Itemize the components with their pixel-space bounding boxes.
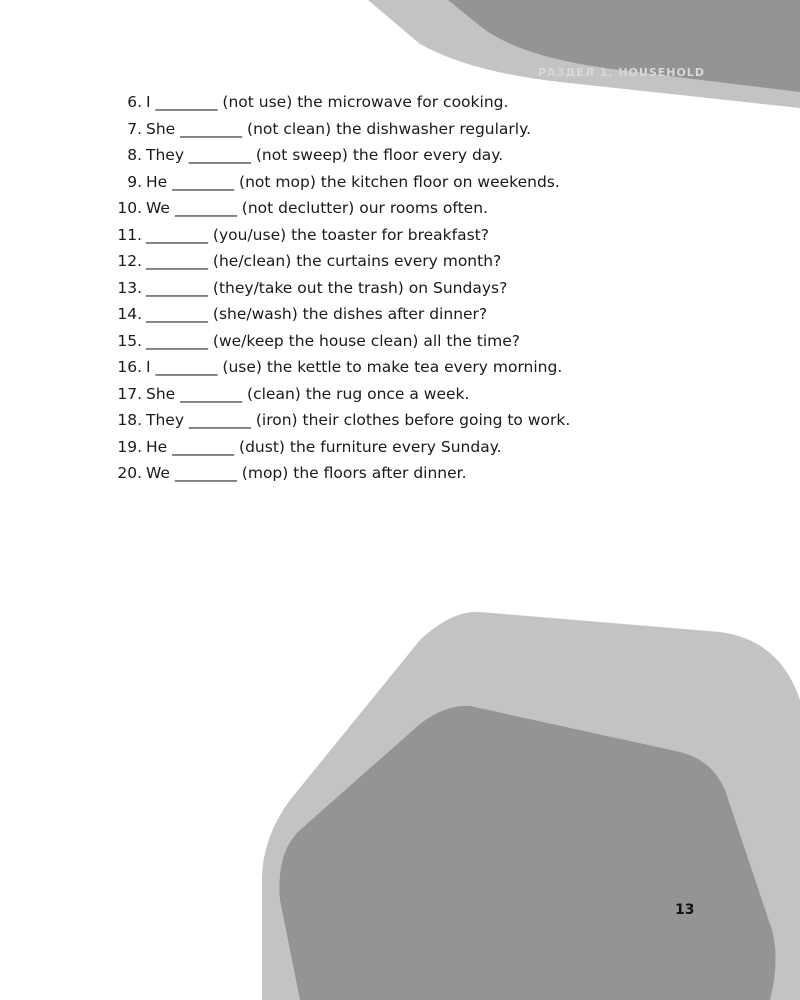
exercise-text: We ________ (mop) the floors after dinner. (146, 464, 467, 482)
exercise-number: 6. (127, 93, 142, 111)
exercise-number: 17. (117, 384, 142, 403)
exercise-number: 12. (117, 252, 142, 270)
exercise-number: 11. (117, 225, 142, 244)
exercise-text: I ________ (use) the kettle to make tea every morning. (146, 358, 563, 376)
exercise-number: 19. (117, 437, 142, 456)
exercise-number: 15. (117, 331, 142, 350)
exercise-text: She ________ (not clean) the dishwasher regularly. (146, 119, 531, 138)
exercise-text: He ________ (dust) the furniture every Sunday. (146, 437, 502, 456)
exercise-text: They ________ (iron) their clothes before going to work. (146, 411, 571, 429)
exercise-number: 16. (117, 358, 142, 376)
exercise-text: ________ (she/wash) the dishes after dinner? (146, 305, 488, 323)
section-header: РАЗДЕЛ 1. HOUSEHOLD (538, 66, 705, 79)
exercise-number: 10. (117, 199, 142, 217)
exercise-number: 18. (117, 411, 142, 429)
exercise-text: ________ (we/keep the house clean) all the time? (146, 331, 521, 350)
exercise-number: 7. (127, 119, 142, 138)
exercise-text: We ________ (not declutter) our rooms often. (146, 199, 488, 217)
exercise-number: 9. (127, 172, 142, 191)
exercise-number: 14. (117, 305, 142, 323)
exercise-text: She ________ (clean) the rug once a week. (146, 384, 470, 403)
exercise-text: ________ (you/use) the toaster for breakfast? (146, 225, 489, 244)
page-number: 13 (675, 902, 695, 918)
exercise-text: He ________ (not mop) the kitchen floor on weekends. (146, 172, 560, 191)
exercise-text: ________ (he/clean) the curtains every month? (146, 252, 502, 270)
exercise-text: They ________ (not sweep) the floor every day. (146, 146, 504, 164)
exercise-text: ________ (they/take out the trash) on Sundays? (146, 278, 508, 297)
exercise-number: 13. (117, 278, 142, 297)
exercise-text: I ________ (not use) the microwave for cooking. (146, 93, 509, 111)
exercise-number: 8. (127, 146, 142, 164)
exercise-number: 20. (117, 464, 142, 482)
